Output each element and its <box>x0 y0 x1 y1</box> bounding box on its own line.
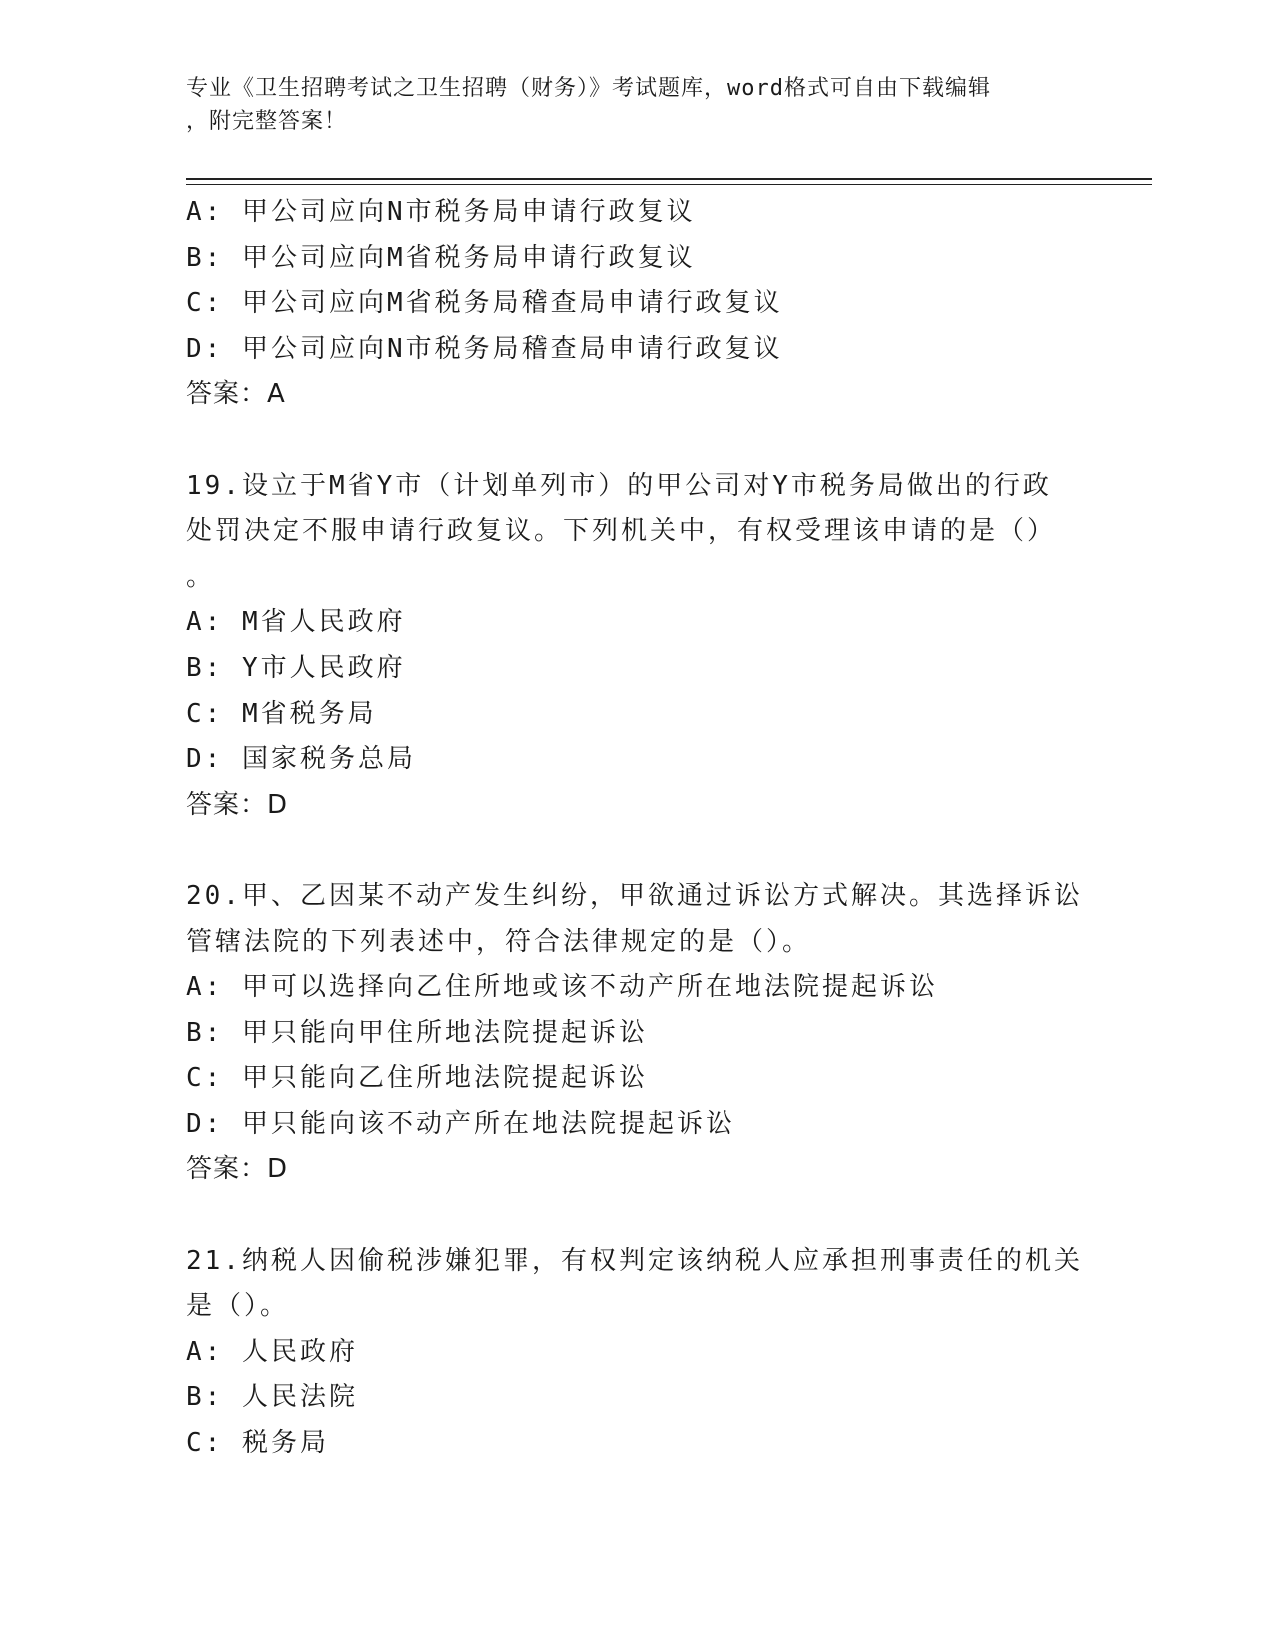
question-block <box>186 874 1086 1193</box>
question-text-line: 20.甲、乙因某不动产发生纠纷，甲欲通过诉讼方式解决。其选择诉讼 <box>186 880 1083 911</box>
option-b: B: Y市人民政府 <box>186 652 406 683</box>
option-c: C: M省税务局 <box>186 698 377 729</box>
question-text-line: 处罚决定不服申请行政复议。下列机关中，有权受理该申请的是（） <box>186 516 1057 547</box>
option-c: C: 税务局 <box>186 1428 329 1459</box>
option-d: D: 甲只能向该不动产所在地法院提起诉讼 <box>186 1108 735 1139</box>
option-a: A: 人民政府 <box>186 1336 358 1367</box>
question-block <box>186 190 1086 418</box>
document-header <box>186 72 1086 138</box>
question-text-line: 19.设立于M省Y市（计划单列市）的甲公司对Y市税务局做出的行政 <box>186 470 1052 501</box>
header-line-2: ，附完整答案！ <box>186 109 348 134</box>
question-block <box>186 1239 1086 1467</box>
header-rule-thin <box>186 184 1152 185</box>
header-line-1: 专业《卫生招聘考试之卫生招聘（财务）》考试题库，word格式可自由下载编辑 <box>186 76 991 101</box>
option-c: C: 甲公司应向M省税务局稽查局申请行政复议 <box>186 288 783 319</box>
option-d: D: 甲公司应向N市税务局稽查局申请行政复议 <box>186 333 783 364</box>
question-block <box>186 464 1086 829</box>
answer-line: 答案：D <box>186 1154 289 1185</box>
option-c: C: 甲只能向乙住所地法院提起诉讼 <box>186 1063 648 1094</box>
option-a: A: 甲公司应向N市税务局申请行政复议 <box>186 197 696 227</box>
question-text-line: 管辖法院的下列表述中，符合法律规定的是（）。 <box>186 926 812 957</box>
option-b: B: 甲公司应向M省税务局申请行政复议 <box>186 242 696 273</box>
option-b: B: 人民法院 <box>186 1382 358 1413</box>
header-rule-thick <box>186 178 1152 180</box>
question-text-line: 是（）。 <box>186 1291 290 1322</box>
question-text-line: 21.纳税人因偷税涉嫌犯罪，有权判定该纳税人应承担刑事责任的机关 <box>186 1245 1083 1276</box>
option-a: A: 甲可以选择向乙住所地或该不动产所在地法院提起诉讼 <box>186 972 938 1003</box>
option-d: D: 国家税务总局 <box>186 744 416 775</box>
question-text-line: 。 <box>186 561 216 592</box>
answer-line: 答案：A <box>186 379 286 410</box>
option-a: A: M省人民政府 <box>186 607 406 638</box>
answer-line: 答案：D <box>186 789 289 820</box>
question-list <box>186 190 1086 1467</box>
option-b: B: 甲只能向甲住所地法院提起诉讼 <box>186 1017 648 1048</box>
